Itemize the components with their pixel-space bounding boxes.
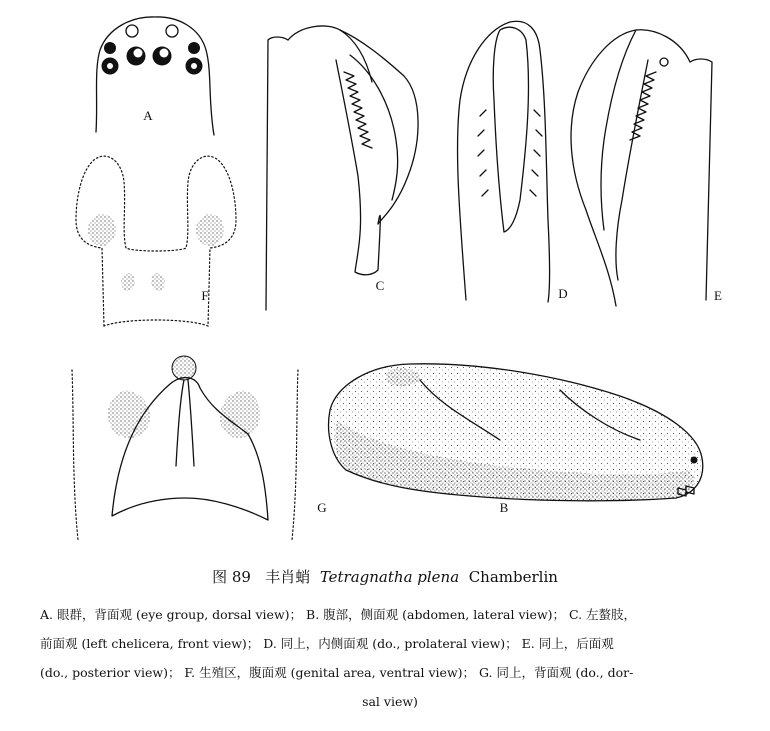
figure-number: 图 89 [212,568,251,586]
panel-c-label: C [375,278,385,293]
panel-g-genital-dorsal [72,356,298,540]
panel-g-label: G [317,500,327,515]
legend-line: A. 眼群，背面观 (eye group, dorsal view)； B. 腹部，侧面观 (abdomen, lateral view)； C. 左螯肢， [40,607,637,622]
panel-e-label: E [714,288,722,303]
species-author: Chamberlin [468,568,558,586]
panel-b-abdomen-lateral [329,364,703,501]
species-chinese-name: 丰肖蛸 [265,568,311,586]
legend-line: (do., posterior view)； F. 生殖区，腹面观 (genital area, ventral view)； G. 同上，背面观 (do., dor- [40,665,634,680]
figure-legend [40,600,740,716]
panel-f-genital-area [76,156,236,326]
species-latin-name: Tetragnatha plena [319,568,460,586]
panel-a-label: A [143,108,153,123]
panel-d-label: D [558,286,568,301]
panel-e-chelicera-posterior [571,30,712,306]
panel-d-chelicera-prolateral [458,21,550,302]
panel-b-label: B [499,500,509,515]
panel-f-label: F [201,288,209,303]
panel-a-eye-group [96,17,214,135]
figure-caption [0,566,770,587]
legend-line: 前面观 (left chelicera, front view)； D. 同上，内侧面观 (do., prolateral view)； E. 同上，后面观 [40,636,614,651]
legend-line: sal view) [362,694,418,709]
panel-c-chelicera-front [266,26,418,310]
